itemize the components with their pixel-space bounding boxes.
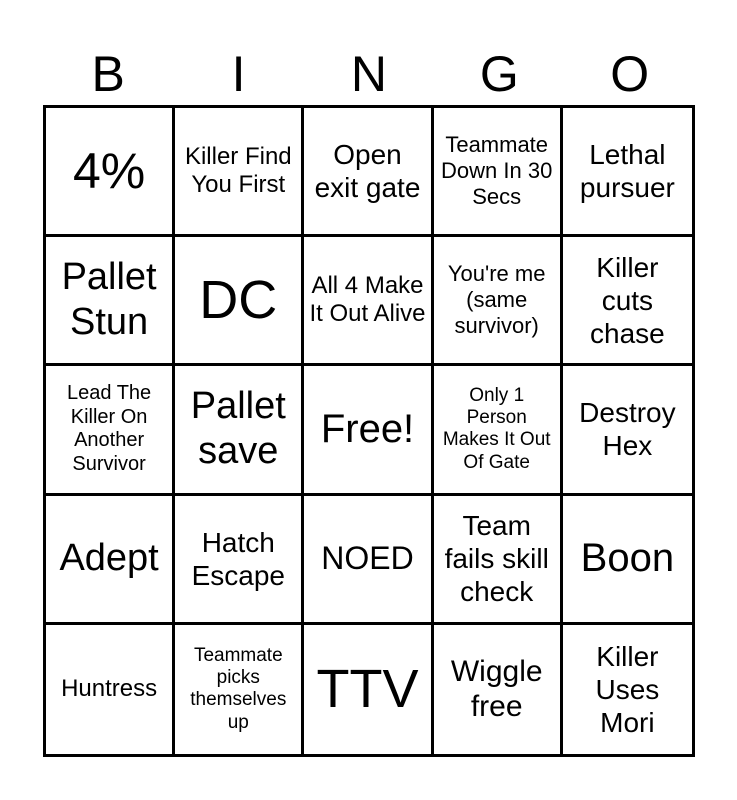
bingo-cell[interactable] (175, 496, 304, 625)
bingo-header (43, 44, 695, 104)
bingo-cell[interactable] (304, 625, 433, 754)
cell-text: Teammate Down In 30 Secs (441, 132, 553, 210)
cell-text: Pallet Stun (61, 255, 157, 344)
bingo-cell[interactable] (46, 108, 175, 237)
bingo-cell[interactable] (46, 496, 175, 625)
cell-text: Lead The Killer On Another Survivor (67, 382, 152, 476)
cell-text: Hatch Escape (191, 526, 285, 591)
bingo-cell[interactable] (434, 625, 563, 754)
bingo-cell[interactable] (46, 625, 175, 754)
bingo-cell[interactable] (304, 366, 433, 495)
bingo-cell[interactable] (304, 108, 433, 237)
bingo-cell[interactable] (563, 108, 692, 237)
cell-text: Teammate picks themselves up (190, 644, 287, 733)
cell-text: All 4 Make It Out Alive (309, 271, 426, 328)
cell-text: Killer cuts chase (590, 251, 665, 349)
cell-text: Pallet save (190, 384, 286, 473)
bingo-cell[interactable] (563, 366, 692, 495)
cell-text: You're me (same survivor) (447, 261, 546, 339)
bingo-cell[interactable] (46, 366, 175, 495)
bingo-cell[interactable] (563, 625, 692, 754)
bingo-cell[interactable] (304, 237, 433, 366)
bingo-cell[interactable] (563, 237, 692, 366)
cell-text: Lethal pursuer (579, 139, 675, 204)
cell-text: Killer Uses Mori (595, 640, 660, 738)
header-letter-n: N (350, 46, 388, 102)
cell-text: 4% (72, 142, 146, 199)
cell-text: Free! (320, 406, 415, 451)
cell-text: Adept (59, 536, 159, 579)
bingo-cell[interactable] (563, 496, 692, 625)
bingo-cell[interactable] (175, 108, 304, 237)
cell-text: NOED (321, 539, 414, 576)
bingo-board (43, 105, 695, 757)
bingo-cell[interactable] (434, 366, 563, 495)
cell-text: Open exit gate (314, 139, 421, 204)
bingo-cell[interactable] (175, 625, 304, 754)
cell-text: Huntress (61, 675, 158, 703)
header-letter-b: B (91, 46, 125, 102)
bingo-cell[interactable] (175, 366, 304, 495)
header-letter-i: I (231, 46, 246, 102)
bingo-cell[interactable] (434, 108, 563, 237)
cell-text: Killer Find You First (184, 142, 292, 199)
bingo-cell[interactable] (46, 237, 175, 366)
bingo-cell[interactable] (304, 496, 433, 625)
cell-text: Only 1 Person Makes It Out Of Gate (442, 384, 551, 473)
bingo-cell[interactable] (434, 237, 563, 366)
bingo-cell[interactable] (434, 496, 563, 625)
cell-text: Wiggle free (450, 655, 543, 724)
header-letter-g: G (479, 46, 519, 102)
cell-text: DC (199, 269, 278, 330)
cell-text: Destroy Hex (579, 397, 676, 462)
cell-text: Team fails skill check (444, 510, 549, 608)
cell-text: Boon (580, 536, 675, 581)
cell-text: TTV (316, 659, 419, 720)
bingo-cell[interactable] (175, 237, 304, 366)
header-letter-o: O (610, 46, 650, 102)
